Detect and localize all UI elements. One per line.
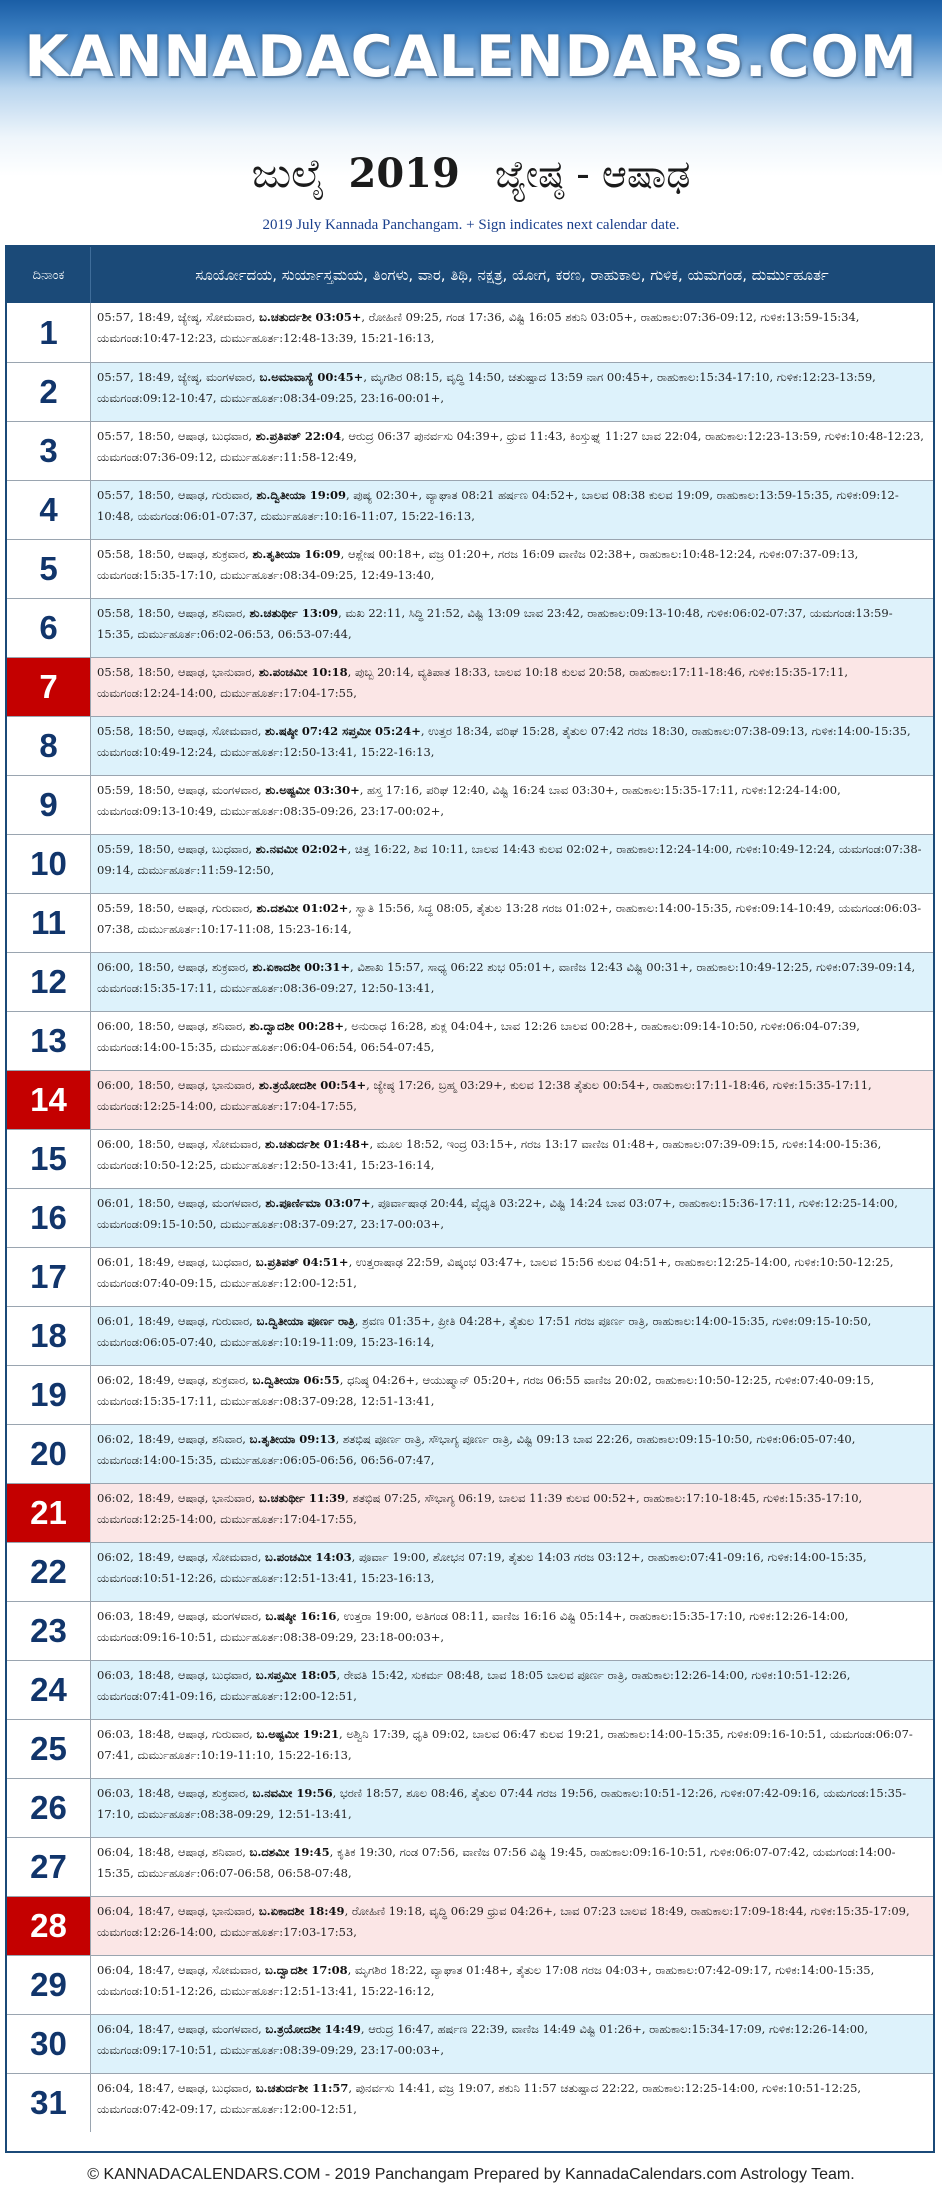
details-tithi: ಬ.ಅಮಾವಾಸ್ಯೆ 00:45+ <box>259 370 364 384</box>
details-tithi: ಶು.ಏಕಾದಶೀ 00:31+ <box>252 960 351 974</box>
day-details <box>91 1425 933 1483</box>
table-row <box>7 657 933 716</box>
table-row <box>7 1247 933 1306</box>
day-number: 4 <box>7 481 91 539</box>
details-nakshatra-yoga-timings: , ಭರಣಿ 18:57, ಶೂಲ 08:46, ತೈತುಲ 07:44 ಗರಜ 19:56, ರಾಹುಕಾಲ:10:51-12:26, ಗುಳಿಕ:07:42-09:16, ಯಮಗಂಡ:15:35-17:10, ದುರ್ಮುಹೂರ್ತ:08:38-09:29, 12:51-13:41, <box>97 1786 907 1821</box>
table-row <box>7 1660 933 1719</box>
day-number: 22 <box>7 1543 91 1601</box>
details-sunrise-month-weekday: 06:02, 18:49, ಆಷಾಢ, ಸೋಮವಾರ, <box>97 1550 265 1564</box>
site-logo[interactable]: KANNADACALENDARS.COM <box>24 24 918 90</box>
column-header-date: ದಿನಾಂಕ <box>7 247 91 303</box>
details-tithi: ಬ.ದಶಮೀ 19:45 <box>249 1845 330 1859</box>
details-sunrise-month-weekday: 06:01, 18:49, ಆಷಾಢ, ಬುಧವಾರ, <box>97 1255 256 1269</box>
details-nakshatra-yoga-timings: , ರೋಹಿಣಿ 19:18, ವೃದ್ಧಿ 06:29 ಧ್ರುವ 04:26+, ಬಾವ 07:23 ಬಾಲವ 18:49, ರಾಹುಕಾಲ:17:09-18:44, ಗುಳಿಕ:15:35-17:09, ಯಮಗಂಡ:12:26-14:00, ದುರ್ಮುಹೂರ್ತ:17:03-17:53, <box>97 1904 910 1939</box>
details-sunrise-month-weekday: 05:57, 18:50, ಆಷಾಢ, ಬುಧವಾರ, <box>97 429 256 443</box>
table-row <box>7 539 933 598</box>
table-row <box>7 1483 933 1542</box>
table-row <box>7 1365 933 1424</box>
details-tithi: ಬ.ದ್ವಾದಶೀ 17:08 <box>265 1963 348 1977</box>
details-tithi: ಬ.ತೃತೀಯಾ 09:13 <box>249 1432 336 1446</box>
details-nakshatra-yoga-timings: , ಉತ್ತರಾ 19:00, ಅತಿಗಂಡ 08:11, ವಾಣಿಜ 16:16 ವಿಷ್ಟಿ 05:14+, ರಾಹುಕಾಲ:15:35-17:10, ಗುಳಿಕ:12:26-14:00, ಯಮಗಂಡ:09:16-10:51, ದುರ್ಮುಹೂರ್ತ:08:38-09:29, 23:18-00:03+, <box>97 1609 849 1644</box>
day-number: 28 <box>7 1897 91 1955</box>
day-details <box>91 2074 933 2132</box>
day-details <box>91 2015 933 2073</box>
details-sunrise-month-weekday: 05:57, 18:49, ಜ್ಯೇಷ್ಠ, ಮಂಗಳವಾರ, <box>97 370 260 384</box>
details-sunrise-month-weekday: 06:03, 18:48, ಆಷಾಢ, ಗುರುವಾರ, <box>97 1727 257 1741</box>
details-nakshatra-yoga-timings: , ಶತಭಿಷ ಪೂರ್ಣ ರಾತ್ರಿ, ಸೌಭಾಗ್ಯ ಪೂರ್ಣ ರಾತ್ರಿ, ವಿಷ್ಟಿ 09:13 ಬಾವ 22:26, ರಾಹುಕಾಲ:09:15-10:50, ಗುಳಿಕ:06:05-07:40, ಯಮಗಂಡ:14:00-15:35, ದುರ್ಮುಹೂರ್ತ:06:05-06:56, 06:56-07:47, <box>97 1432 856 1467</box>
details-sunrise-month-weekday: 05:57, 18:50, ಆಷಾಢ, ಗುರುವಾರ, <box>97 488 257 502</box>
details-sunrise-month-weekday: 06:04, 18:48, ಆಷಾಢ, ಶನಿವಾರ, <box>97 1845 250 1859</box>
details-sunrise-month-weekday: 06:04, 18:47, ಆಷಾಢ, ಭಾನುವಾರ, <box>97 1904 259 1918</box>
day-details <box>91 1012 933 1070</box>
details-nakshatra-yoga-timings: , ಮಖ 22:11, ಸಿದ್ಧಿ 21:52, ವಿಷ್ಟಿ 13:09 ಬಾವ 23:42, ರಾಹುಕಾಲ:09:13-10:48, ಗುಳಿಕ:06:02-07:37, ಯಮಗಂಡ:13:59-15:35, ದುರ್ಮುಹೂರ್ತ:06:02-06:53, 06:53-07:44, <box>97 606 893 641</box>
day-details <box>91 422 933 480</box>
day-number: 19 <box>7 1366 91 1424</box>
details-tithi: ಶು.ತ್ರಯೋದಶೀ 00:54+ <box>258 1078 367 1092</box>
day-details <box>91 1956 933 2014</box>
details-sunrise-month-weekday: 06:03, 18:48, ಆಷಾಢ, ಬುಧವಾರ, <box>97 1668 256 1682</box>
details-tithi: ಬ.ಅಷ್ಟಮೀ 19:21 <box>256 1727 340 1741</box>
table-body <box>7 303 933 2132</box>
column-header-details: ಸೂರ್ಯೋದಯ, ಸುರ್ಯಾಸ್ತಮಯ, ತಿಂಗಳು, ವಾರ, ತಿಥಿ, ನಕ್ಷತ್ರ, ಯೋಗ, ಕರಣ, ರಾಹುಕಾಲ, ಗುಳಿಕ, ಯಮಗಂಡ, ದುರ್ಮುಹೂರ್ತ <box>195 265 829 284</box>
day-details <box>91 1543 933 1601</box>
details-tithi: ಶು.ಚತುರ್ಥೀ 13:09 <box>249 606 339 620</box>
details-tithi: ಬ.ಪ್ರತಿಪತ್ 04:51+ <box>255 1255 349 1269</box>
details-tithi: ಬ.ಏಕಾದಶೀ 18:49 <box>258 1904 345 1918</box>
details-nakshatra-yoga-timings: , ಆರುದ್ರ 16:47, ಹರ್ಷಣ 22:39, ವಾಣಿಜ 14:49 ವಿಷ್ಟಿ 01:26+, ರಾಹುಕಾಲ:15:34-17:09, ಗುಳಿಕ:12:26-14:00, ಯಮಗಂಡ:09:17-10:51, ದುರ್ಮುಹೂರ್ತ:08:39-09:29, 23:17-00:03+, <box>97 2022 868 2057</box>
table-row <box>7 1542 933 1601</box>
day-number: 17 <box>7 1248 91 1306</box>
table-row <box>7 834 933 893</box>
details-sunrise-month-weekday: 05:58, 18:50, ಆಷಾಢ, ಭಾನುವಾರ, <box>97 665 259 679</box>
table-row <box>7 1837 933 1896</box>
day-number: 13 <box>7 1012 91 1070</box>
day-number: 15 <box>7 1130 91 1188</box>
details-tithi: ಬ.ನವಮೀ 19:56 <box>252 1786 333 1800</box>
day-details <box>91 658 933 716</box>
details-nakshatra-yoga-timings: , ಕೃತಿಕ 19:30, ಗಂಡ 07:56, ವಾಣಿಜ 07:56 ವಿಷ್ಟಿ 19:45, ರಾಹುಕಾಲ:09:16-10:51, ಗುಳಿಕ:06:07-07:42, ಯಮಗಂಡ:14:00-15:35, ದುರ್ಮುಹೂರ್ತ:06:07-06:58, 06:58-07:48, <box>97 1845 896 1880</box>
details-tithi: ಬ.ಸಪ್ತಮೀ 18:05 <box>255 1668 337 1682</box>
day-number: 12 <box>7 953 91 1011</box>
table-row <box>7 893 933 952</box>
day-details <box>91 1779 933 1837</box>
details-tithi: ಬ.ಚತುರ್ದಶೀ 11:57 <box>255 2081 349 2095</box>
day-number: 2 <box>7 363 91 421</box>
page-title <box>0 150 942 197</box>
day-details <box>91 1720 933 1778</box>
details-nakshatra-yoga-timings: , ಅನುರಾಧ 16:28, ಶುಕ್ಲ 04:04+, ಬಾವ 12:26 ಬಾಲವ 00:28+, ರಾಹುಕಾಲ:09:14-10:50, ಗುಳಿಕ:06:04-07:39, ಯಮಗಂಡ:14:00-15:35, ದುರ್ಮುಹೂರ್ತ:06:04-06:54, 06:54-07:45, <box>97 1019 860 1054</box>
table-row <box>7 598 933 657</box>
table-row <box>7 775 933 834</box>
details-tithi: ಶು.ದ್ವಿತೀಯಾ 19:09 <box>256 488 346 502</box>
day-number: 31 <box>7 2074 91 2132</box>
table-row <box>7 303 933 362</box>
details-tithi: ಶು.ನವಮೀ 02:02+ <box>255 842 348 856</box>
day-details <box>91 1838 933 1896</box>
day-number: 3 <box>7 422 91 480</box>
details-sunrise-month-weekday: 05:58, 18:50, ಆಷಾಢ, ಶುಕ್ರವಾರ, <box>97 547 253 561</box>
day-number: 30 <box>7 2015 91 2073</box>
day-number: 23 <box>7 1602 91 1660</box>
table-row <box>7 1306 933 1365</box>
details-nakshatra-yoga-timings: , ಉತ್ತರಾಷಾಢ 22:59, ವಿಷ್ಕಂಭ 03:47+, ಬಾಲವ 15:56 ಕುಲವ 04:51+, ರಾಹುಕಾಲ:12:25-14:00, ಗುಳಿಕ:10:50-12:25, ಯಮಗಂಡ:07:40-09:15, ದುರ್ಮುಹೂರ್ತ:12:00-12:51, <box>97 1255 894 1290</box>
details-sunrise-month-weekday: 06:03, 18:48, ಆಷಾಢ, ಶುಕ್ರವಾರ, <box>97 1786 253 1800</box>
details-nakshatra-yoga-timings: , ಆರುದ್ರ 06:37 ಪುನರ್ವಸು 04:39+, ಧ್ರುವ 11:43, ಕಿಂಸ್ತುಘ್ನ 11:27 ಬಾವ 22:04, ರಾಹುಕಾಲ:12:23-13:59, ಗುಳಿಕ:10:48-12:23, ಯಮಗಂಡ:07:36-09:12, ದುರ್ಮುಹೂರ್ತ:11:58-12:49, <box>97 429 924 464</box>
details-tithi: ಬ.ಚತುರ್ದಶೀ 03:05+ <box>259 310 362 324</box>
details-sunrise-month-weekday: 06:03, 18:49, ಆಷಾಢ, ಮಂಗಳವಾರ, <box>97 1609 266 1623</box>
day-details <box>91 1661 933 1719</box>
day-details <box>91 1307 933 1365</box>
day-number: 7 <box>7 658 91 716</box>
day-details <box>91 953 933 1011</box>
details-nakshatra-yoga-timings: , ಜ್ಯೇಷ್ಠ 17:26, ಬ್ರಹ್ಮ 03:29+, ಕುಲವ 12:38 ತೈತುಲ 00:54+, ರಾಹುಕಾಲ:17:11-18:46, ಗುಳಿಕ:15:35-17:11, ಯಮಗಂಡ:12:25-14:00, ದುರ್ಮುಹೂರ್ತ:17:04-17:55, <box>97 1078 872 1113</box>
details-nakshatra-yoga-timings: , ಶತಭಿಷ 07:25, ಸೌಭಾಗ್ಯ 06:19, ಬಾಲವ 11:39 ಕುಲವ 00:52+, ರಾಹುಕಾಲ:17:10-18:45, ಗುಳಿಕ:15:35-17:10, ಯಮಗಂಡ:12:25-14:00, ದುರ್ಮುಹೂರ್ತ:17:04-17:55, <box>97 1491 863 1526</box>
day-number: 24 <box>7 1661 91 1719</box>
details-nakshatra-yoga-timings: , ಮೃಗಶಿರ 18:22, ವ್ಯಾಘಾತ 01:48+, ತೈತುಲ 17:08 ಗರಜ 04:03+, ರಾಹುಕಾಲ:07:42-09:17, ಗುಳಿಕ:14:00-15:35, ಯಮಗಂಡ:10:51-12:26, ದುರ್ಮುಹೂರ್ತ:12:51-13:41, 15:22-16:12, <box>97 1963 875 1998</box>
day-number: 16 <box>7 1189 91 1247</box>
day-details <box>91 1130 933 1188</box>
day-number: 9 <box>7 776 91 834</box>
day-details <box>91 363 933 421</box>
details-tithi: ಬ.ತ್ರಯೋದಶೀ 14:49 <box>265 2022 361 2036</box>
day-number: 25 <box>7 1720 91 1778</box>
table-row <box>7 1955 933 2014</box>
details-sunrise-month-weekday: 05:57, 18:49, ಜ್ಯೇಷ್ಠ, ಸೋಮವಾರ, <box>97 310 260 324</box>
details-tithi: ಶು.ದ್ವಾದಶೀ 00:28+ <box>249 1019 344 1033</box>
details-sunrise-month-weekday: 05:59, 18:50, ಆಷಾಢ, ಮಂಗಳವಾರ, <box>97 783 266 797</box>
table-row <box>7 716 933 775</box>
day-details <box>91 481 933 539</box>
day-number: 14 <box>7 1071 91 1129</box>
table-row <box>7 1129 933 1188</box>
table-row <box>7 1719 933 1778</box>
details-tithi: ಬ.ದ್ವಿತೀಯಾ 06:55 <box>252 1373 340 1387</box>
details-nakshatra-yoga-timings: , ಶ್ರವಣ 01:35+, ಪ್ರೀತಿ 04:28+, ತೈತುಲ 17:51 ಗರಜ ಪೂರ್ಣ ರಾತ್ರಿ, ರಾಹುಕಾಲ:14:00-15:35, ಗುಳಿಕ:09:15-10:50, ಯಮಗಂಡ:06:05-07:40, ದುರ್ಮುಹೂರ್ತ:10:19-11:09, 15:23-16:14, <box>97 1314 872 1349</box>
details-sunrise-month-weekday: 06:00, 18:50, ಆಷಾಢ, ಸೋಮವಾರ, <box>97 1137 265 1151</box>
table-row <box>7 1188 933 1247</box>
details-sunrise-month-weekday: 06:02, 18:49, ಆಷಾಢ, ಶುಕ್ರವಾರ, <box>97 1373 253 1387</box>
details-tithi: ಶು.ಪಂಚಮೀ 10:18 <box>258 665 348 679</box>
details-nakshatra-yoga-timings: , ಪೂರ್ವಾಷಾಢ 20:44, ವೈಧೃತಿ 03:22+, ವಿಷ್ಟಿ 14:24 ಬಾವ 03:07+, ರಾಹುಕಾಲ:15:36-17:11, ಗುಳಿಕ:12:25-14:00, ಯಮಗಂಡ:09:15-10:50, ದುರ್ಮುಹೂರ್ತ:08:37-09:27, 23:17-00:03+, <box>97 1196 898 1231</box>
table-row <box>7 1424 933 1483</box>
details-tithi: ಶು.ದಶಮೀ 01:02+ <box>256 901 349 915</box>
details-sunrise-month-weekday: 06:00, 18:50, ಆಷಾಢ, ಶನಿವಾರ, <box>97 1019 250 1033</box>
details-nakshatra-yoga-timings: , ಅಶ್ವಿನಿ 17:39, ಧೃತಿ 09:02, ಬಾಲವ 06:47 ಕುಲವ 19:21, ರಾಹುಕಾಲ:14:00-15:35, ಗುಳಿಕ:09:16-10:51, ಯಮಗಂಡ:06:07-07:41, ದುರ್ಮುಹೂರ್ತ:10:19-11:10, 15:22-16:13, <box>97 1727 913 1762</box>
day-details <box>91 1366 933 1424</box>
details-nakshatra-yoga-timings: , ಚಿತ್ತ 16:22, ಶಿವ 10:11, ಬಾಲವ 14:43 ಕುಲವ 02:02+, ರಾಹುಕಾಲ:12:24-14:00, ಗುಳಿಕ:10:49-12:24, ಯಮಗಂಡ:07:38-09:14, ದುರ್ಮುಹೂರ್ತ:11:59-12:50, <box>97 842 922 877</box>
header-banner <box>0 0 942 245</box>
table-row <box>7 480 933 539</box>
table-row <box>7 1896 933 1955</box>
details-tithi: ಶು.ತೃತೀಯಾ 16:09 <box>252 547 341 561</box>
details-tithi: ಶು.ಚತುರ್ದಶೀ 01:48+ <box>265 1137 370 1151</box>
day-number: 26 <box>7 1779 91 1837</box>
details-sunrise-month-weekday: 05:59, 18:50, ಆಷಾಢ, ಬುಧವಾರ, <box>97 842 256 856</box>
day-details <box>91 776 933 834</box>
details-tithi: ಶು.ಅಷ್ಟಮೀ 03:30+ <box>265 783 360 797</box>
details-sunrise-month-weekday: 06:04, 18:47, ಆಷಾಢ, ಮಂಗಳವಾರ, <box>97 2022 266 2036</box>
day-details <box>91 1071 933 1129</box>
details-nakshatra-yoga-timings: , ಸ್ವಾತಿ 15:56, ಸಿದ್ಧ 08:05, ತೈತುಲ 13:28 ಗರಜ 01:02+, ರಾಹುಕಾಲ:14:00-15:35, ಗುಳಿಕ:09:14-10:49, ಯಮಗಂಡ:06:03-07:38, ದುರ್ಮುಹೂರ್ತ:10:17-11:08, 15:23-16:14, <box>97 901 922 936</box>
day-number: 20 <box>7 1425 91 1483</box>
table-row <box>7 1778 933 1837</box>
details-sunrise-month-weekday: 06:04, 18:47, ಆಷಾಢ, ಬುಧವಾರ, <box>97 2081 256 2095</box>
details-nakshatra-yoga-timings: , ಆಶ್ಲೇಷ 00:18+, ವಜ್ರ 01:20+, ಗರಜ 16:09 ವಾಣಿಜ 02:38+, ರಾಹುಕಾಲ:10:48-12:24, ಗುಳಿಕ:07:37-09:13, ಯಮಗಂಡ:15:35-17:10, ದುರ್ಮುಹೂರ್ತ:08:34-09:25, 12:49-13:40, <box>97 547 859 582</box>
details-sunrise-month-weekday: 06:01, 18:50, ಆಷಾಢ, ಮಂಗಳವಾರ, <box>97 1196 266 1210</box>
day-number: 18 <box>7 1307 91 1365</box>
day-details <box>91 1897 933 1955</box>
day-number: 11 <box>7 894 91 952</box>
table-header <box>7 247 933 303</box>
details-nakshatra-yoga-timings: , ಪೂರ್ವಾ 19:00, ಶೋಭನ 07:19, ತೈತುಲ 14:03 ಗರಜ 03:12+, ರಾಹುಕಾಲ:07:41-09:16, ಗುಳಿಕ:14:00-15:35, ಯಮಗಂಡ:10:51-12:26, ದುರ್ಮುಹೂರ್ತ:12:51-13:41, 15:23-16:13, <box>97 1550 867 1585</box>
details-sunrise-month-weekday: 06:00, 18:50, ಆಷಾಢ, ಶುಕ್ರವಾರ, <box>97 960 253 974</box>
details-nakshatra-yoga-timings: , ಮೂಲ 18:52, ಇಂದ್ರ 03:15+, ಗರಜ 13:17 ವಾಣಿಜ 01:48+, ರಾಹುಕಾಲ:07:39-09:15, ಗುಳಿಕ:14:00-15:36, ಯಮಗಂಡ:10:50-12:25, ದುರ್ಮುಹೂರ್ತ:12:50-13:41, 15:23-16:14, <box>97 1137 882 1172</box>
day-number: 29 <box>7 1956 91 2014</box>
details-nakshatra-yoga-timings: , ಉತ್ತರ 18:34, ವರಿಘ 15:28, ತೈತುಲ 07:42 ಗರಜ 18:30, ರಾಹುಕಾಲ:07:38-09:13, ಗುಳಿಕ:14:00-15:35, ಯಮಗಂಡ:10:49-12:24, ದುರ್ಮುಹೂರ್ತ:12:50-13:41, 15:22-16:13, <box>97 724 911 759</box>
details-nakshatra-yoga-timings: , ವಿಶಾಖ 15:57, ಸಾಧ್ಯ 06:22 ಶುಭ 05:01+, ವಾಣಿಜ 12:43 ವಿಷ್ಟಿ 00:31+, ರಾಹುಕಾಲ:10:49-12:25, ಗುಳಿಕ:07:39-09:14, ಯಮಗಂಡ:15:35-17:11, ದುರ್ಮುಹೂರ್ತ:08:36-09:27, 12:50-13:41, <box>97 960 916 995</box>
details-tithi: ಬ.ದ್ವಿತೀಯಾ ಪೂರ್ಣ ರಾತ್ರಿ <box>256 1314 355 1328</box>
day-number: 21 <box>7 1484 91 1542</box>
details-tithi: ಬ.ಚತುರ್ಥೀ 11:39 <box>258 1491 346 1505</box>
table-row <box>7 1070 933 1129</box>
day-details <box>91 599 933 657</box>
day-details <box>91 303 933 362</box>
details-nakshatra-yoga-timings: , ಪುಬ್ಬ 20:14, ವ್ಯತಿಪಾತ 18:33, ಬಾಲವ 10:18 ಕುಲವ 20:58, ರಾಹುಕಾಲ:17:11-18:46, ಗುಳಿಕ:15:35-17:11, ಯಮಗಂಡ:12:24-14:00, ದುರ್ಮುಹೂರ್ತ:17:04-17:55, <box>97 665 849 700</box>
title-month: ಜುಲೈ <box>251 151 326 197</box>
title-year: 2019 <box>348 150 460 197</box>
table-row <box>7 2014 933 2073</box>
details-tithi: ಶು.ಷಷ್ಠೀ 07:42 ಸಪ್ತಮೀ 05:24+ <box>265 724 421 738</box>
table-row <box>7 2073 933 2132</box>
details-nakshatra-yoga-timings: , ಪುಷ್ಯ 02:30+, ವ್ಯಾಘಾತ 08:21 ಹರ್ಷಣ 04:52+, ಬಾಲವ 08:38 ಕುಲವ 19:09, ರಾಹುಕಾಲ:13:59-15:35, ಗುಳಿಕ:09:12-10:48, ಯಮಗಂಡ:06:01-07:37, ದುರ್ಮುಹೂರ್ತ:10:16-11:07, 15:22-16:13, <box>97 488 899 523</box>
subtitle: 2019 July Kannada Panchangam. + Sign indicates next calendar date. <box>262 217 680 233</box>
details-tithi: ಬ.ಷಷ್ಠೀ 16:16 <box>265 1609 337 1623</box>
day-details <box>91 717 933 775</box>
day-details <box>91 1189 933 1247</box>
footer-copyright: © KANNADACALENDARS.COM - 2019 Panchangam Prepared by KannadaCalendars.com Astrology Team. <box>87 2166 855 2183</box>
details-nakshatra-yoga-timings: , ಮೃಗಶಿರ 08:15, ವೃದ್ಧಿ 14:50, ಚತುಷ್ಪಾದ 13:59 ನಾಗ 00:45+, ರಾಹುಕಾಲ:15:34-17:10, ಗುಳಿಕ:12:23-13:59, ಯಮಗಂಡ:09:12-10:47, ದುರ್ಮುಹೂರ್ತ:08:34-09:25, 23:16-00:01+, <box>97 370 876 405</box>
details-nakshatra-yoga-timings: , ಪುನರ್ವಸು 14:41, ವಜ್ರ 19:07, ಶಕುನಿ 11:57 ಚತುಷ್ಪಾದ 22:22, ರಾಹುಕಾಲ:12:25-14:00, ಗುಳಿಕ:10:51-12:25, ಯಮಗಂಡ:07:42-09:17, ದುರ್ಮುಹೂರ್ತ:12:00-12:51, <box>97 2081 862 2116</box>
details-sunrise-month-weekday: 05:58, 18:50, ಆಷಾಢ, ಸೋಮವಾರ, <box>97 724 265 738</box>
day-details <box>91 894 933 952</box>
details-sunrise-month-weekday: 06:01, 18:49, ಆಷಾಢ, ಗುರುವಾರ, <box>97 1314 257 1328</box>
details-nakshatra-yoga-timings: , ರೋಹಿಣಿ 09:25, ಗಂಡ 17:36, ವಿಷ್ಟಿ 16:05 ಶಕುನಿ 03:05+, ರಾಹುಕಾಲ:07:36-09:12, ಗುಳಿಕ:13:59-15:34, ಯಮಗಂಡ:10:47-12:23, ದುರ್ಮುಹೂರ್ತ:12:48-13:39, 15:21-16:13, <box>97 310 860 345</box>
details-tithi: ಶು.ಪ್ರತಿಪತ್ 22:04 <box>255 429 342 443</box>
table-row <box>7 1011 933 1070</box>
day-number: 10 <box>7 835 91 893</box>
details-nakshatra-yoga-timings: , ರೇವತಿ 15:42, ಸುಕರ್ಮ 08:48, ಬಾವ 18:05 ಬಾಲವ ಪೂರ್ಣ ರಾತ್ರಿ, ರಾಹುಕಾಲ:12:26-14:00, ಗುಳಿಕ:10:51-12:26, ಯಮಗಂಡ:07:41-09:16, ದುರ್ಮುಹೂರ್ತ:12:00-12:51, <box>97 1668 851 1703</box>
details-sunrise-month-weekday: 06:02, 18:49, ಆಷಾಢ, ಭಾನುವಾರ, <box>97 1491 259 1505</box>
details-sunrise-month-weekday: 06:00, 18:50, ಆಷಾಢ, ಭಾನುವಾರ, <box>97 1078 259 1092</box>
details-sunrise-month-weekday: 06:04, 18:47, ಆಷಾಢ, ಸೋಮವಾರ, <box>97 1963 265 1977</box>
details-tithi: ಶು.ಪೂರ್ಣಿಮಾ 03:07+ <box>265 1196 371 1210</box>
day-details <box>91 1248 933 1306</box>
day-details <box>91 1484 933 1542</box>
day-number: 6 <box>7 599 91 657</box>
table-row <box>7 952 933 1011</box>
panchangam-table <box>5 245 935 2153</box>
day-details <box>91 540 933 598</box>
table-row <box>7 362 933 421</box>
title-hindu-months: ಜ್ಯೇಷ್ಠ - ಆಷಾಢ <box>494 152 691 196</box>
table-row <box>7 1601 933 1660</box>
details-sunrise-month-weekday: 05:58, 18:50, ಆಷಾಢ, ಶನಿವಾರ, <box>97 606 250 620</box>
day-details <box>91 835 933 893</box>
details-nakshatra-yoga-timings: , ಧನಿಷ್ಠ 04:26+, ಆಯುಷ್ಮಾನ್ 05:20+, ಗರಜ 06:55 ವಾಣಿಜ 20:02, ರಾಹುಕಾಲ:10:50-12:25, ಗುಳಿಕ:07:40-09:15, ಯಮಗಂಡ:15:35-17:11, ದುರ್ಮುಹೂರ್ತ:08:37-09:28, 12:51-13:41, <box>97 1373 875 1408</box>
day-number: 27 <box>7 1838 91 1896</box>
details-nakshatra-yoga-timings: , ಹಸ್ತ 17:16, ಪರಿಘ 12:40, ವಿಷ್ಟಿ 16:24 ಬಾವ 03:30+, ರಾಹುಕಾಲ:15:35-17:11, ಗುಳಿಕ:12:24-14:00, ಯಮಗಂಡ:09:13-10:49, ದುರ್ಮುಹೂರ್ತ:08:35-09:26, 23:17-00:02+, <box>97 783 841 818</box>
table-row <box>7 421 933 480</box>
details-tithi: ಬ.ಪಂಚಮೀ 14:03 <box>265 1550 352 1564</box>
details-sunrise-month-weekday: 06:02, 18:49, ಆಷಾಢ, ಶನಿವಾರ, <box>97 1432 250 1446</box>
day-number: 5 <box>7 540 91 598</box>
details-sunrise-month-weekday: 05:59, 18:50, ಆಷಾಢ, ಗುರುವಾರ, <box>97 901 257 915</box>
day-number: 1 <box>7 303 91 362</box>
day-details <box>91 1602 933 1660</box>
day-number: 8 <box>7 717 91 775</box>
